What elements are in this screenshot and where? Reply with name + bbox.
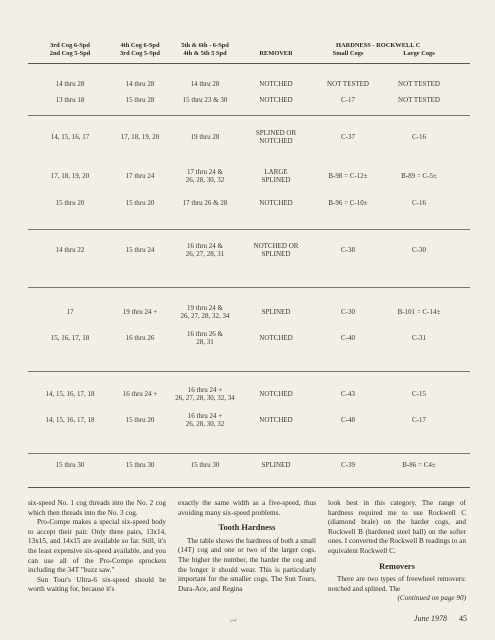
table-cell-r2-col1: 13 thru 18 (55, 96, 85, 104)
table-cell-r5-remover: NOTCHED (259, 199, 293, 207)
table-cell-r4-remover: LARGE SPLINED (261, 168, 291, 184)
article-column-3 (328, 499, 466, 604)
table-cell-r9-remover: NOTCHED (259, 390, 293, 398)
group-rule-3 (28, 287, 470, 288)
table-cell-r1-large-cogs: NOT TESTED (398, 80, 440, 88)
group-rule-5 (28, 453, 470, 454)
table-cell-r5-small-cogs: B-96 = C-10± (328, 199, 368, 207)
col1-paragraph-1: six-speed No. 1 cog threads into the No. 2 cog which then threads into the No. 3 cog. (28, 499, 166, 517)
table-cell-r11-remover: SPLINED (261, 461, 291, 469)
table-cell-r8-col2: 16 thru 26 (125, 334, 155, 342)
table-cell-r4-col1: 17, 18, 19, 20 (50, 172, 90, 180)
continued-note: (Continued on page 90) (397, 594, 466, 603)
table-cell-r2-remover: NOTCHED (259, 96, 293, 104)
group-rule-1 (28, 115, 470, 116)
table-cell-r8-col1: 15, 16, 17, 18 (50, 334, 90, 342)
table-cell-r2-large-cogs: NOT TESTED (398, 96, 440, 104)
table-bottom-rule (28, 487, 470, 488)
table-cell-r5-large-cogs: C-16 (412, 199, 426, 207)
table-cell-r5-col3: 17 thru 26 & 28 (182, 199, 228, 207)
table-cell-r4-col2: 17 thru 24 (125, 172, 155, 180)
table-cell-r9-col3: 16 thru 24 + 26, 27, 28, 30, 32, 34 (175, 386, 235, 402)
table-cell-r7-large-cogs: B-101 = C-14± (397, 308, 441, 316)
table-cell-r8-remover: NOTCHED (259, 334, 293, 342)
table-cell-r11-col3: 15 thru 30 (190, 461, 220, 469)
table-cell-r6-remover: NOTCHED OR SPLINED (253, 242, 299, 258)
page-number: 45 (459, 614, 467, 623)
table-cell-r8-large-cogs: C-31 (412, 334, 426, 342)
col2-paragraph-intro: exactly the same width as a five-speed, thus avoiding many six-speed problems. (178, 499, 316, 517)
header-col3-line1: 5th & 6th - 6-Spd (181, 42, 229, 49)
table-cell-r9-col2: 16 thru 24 + (122, 390, 158, 398)
table-cell-r6-col1: 14 thru 22 (55, 246, 85, 254)
table-cell-r10-col1: 14, 15, 16, 17, 18 (45, 416, 95, 424)
table-cell-r7-col2: 19 thru 24 + (122, 308, 158, 316)
header-rule (28, 63, 470, 64)
col1-paragraph-2: Pro-Compe makes a special six-speed body to accept their pair. Only three pairs, 13x14, 13x15, and 14x15 are available so far. Still, it's the least expensive six-speed available, and you can use all of the Pro-Compe sprockets including the 34T "buzz saw." (28, 518, 166, 575)
article-column-2 (178, 499, 316, 594)
header-large-cogs: Large Cogs (403, 50, 435, 57)
table-cell-r6-col3: 16 thru 24 & 26, 27, 28, 31 (185, 242, 225, 258)
header-small-cogs: Small Cogs (332, 50, 364, 57)
table-cell-r10-small-cogs: C-48 (341, 416, 355, 424)
table-cell-r11-col1: 15 thru 30 (55, 461, 85, 469)
table-cell-r7-col3: 19 thru 24 & 26, 27, 28, 32, 34 (180, 304, 230, 320)
issue-date: June 1978 (413, 614, 447, 623)
table-cell-r3-remover: SPLINED OR NOTCHED (255, 129, 297, 145)
table-cell-r1-col3: 14 thru 28 (190, 80, 220, 88)
removers-heading: Removers (379, 561, 415, 571)
header-hardness-group: HARDNESS - ROCKWELL C (336, 42, 421, 49)
table-cell-r3-small-cogs: C-37 (341, 133, 355, 141)
table-cell-r5-col1: 15 thru 20 (55, 199, 85, 207)
table-cell-r1-col2: 14 thru 28 (125, 80, 155, 88)
table-cell-r9-large-cogs: C-15 (412, 390, 426, 398)
article-column-1 (28, 499, 166, 595)
table-cell-r10-col2: 15 thru 20 (125, 416, 155, 424)
header-remover: REMOVER (259, 50, 293, 57)
header-col3 (168, 42, 242, 58)
table-cell-r7-small-cogs: C-30 (341, 308, 355, 316)
header-col1 (38, 42, 102, 58)
table-cell-r2-small-cogs: C-17 (341, 96, 355, 104)
table-cell-r10-col3: 16 thru 24 + 26, 28, 30, 32 (185, 412, 225, 428)
col3-paragraph-intro: look best in this category. The range of hardness required me to use Rockwell C (diamond brale) on the harder cogs, and Rockwell B (hardened steel ball) on the softer ones. I converted the Rockwell B readings to an equivalent Rockwell C. (328, 499, 466, 555)
table-cell-r2-col2: 15 thru 28 (125, 96, 155, 104)
table-cell-r4-col3: 17 thru 24 & 26, 28, 30, 32 (185, 168, 225, 184)
pen-mark: ~ (228, 613, 240, 630)
table-cell-r1-small-cogs: NOT TESTED (327, 80, 369, 88)
table-cell-r9-small-cogs: C-43 (341, 390, 355, 398)
header-col2-line2: 3rd Cog 5-Spd (120, 50, 160, 57)
header-col3-line2: 4th & 5th 5 Spd (183, 50, 227, 57)
table-cell-r5-col2: 15 thru 20 (125, 199, 155, 207)
group-rule-4 (28, 371, 470, 372)
table-cell-r6-col2: 15 thru 24 (125, 246, 155, 254)
table-cell-r3-large-cogs: C-16 (412, 133, 426, 141)
header-col1-line2: 2nd Cog 5-Spd (49, 50, 91, 57)
col2-paragraph-body: The table shows the hardness of both a small (14T) cog and one or two of the larger cogs. The higher the number, the harder the cog and the longer it should wear. This is particularly important for the smaller cogs. The Sun Tours, Dura-Ace, and Regina (178, 536, 316, 593)
table-cell-r10-remover: NOTCHED (259, 416, 293, 424)
table-cell-r11-col2: 15 thru 30 (125, 461, 155, 469)
table-cell-r6-small-cogs: C-38 (341, 246, 355, 254)
col1-paragraph-3: Sun Tour's Ultra-6 six-speed should be worth waiting for, because it's (28, 575, 166, 594)
table-cell-r8-col3: 16 thru 26 & 28, 31 (187, 330, 223, 346)
table-cell-r3-col3: 19 thru 28 (190, 133, 220, 141)
tooth-hardness-heading: Tooth Hardness (218, 523, 276, 533)
header-col1-line1: 3rd Cog 6-Spd (50, 42, 90, 49)
header-col2 (108, 42, 172, 58)
table-cell-r1-remover: NOTCHED (259, 80, 293, 88)
table-cell-r7-col1: 17 (66, 308, 74, 316)
table-cell-r6-large-cogs: C-30 (412, 246, 426, 254)
header-col2-line1: 4th Cog 6-Spd (120, 42, 160, 49)
table-cell-r2-col3: 15 thru 23 & 30 (182, 96, 228, 104)
table-cell-r11-small-cogs: C-39 (341, 461, 355, 469)
table-cell-r8-small-cogs: C-40 (341, 334, 355, 342)
table-cell-r7-remover: SPLINED (261, 308, 291, 316)
table-cell-r9-col1: 14, 15, 16, 17, 18 (45, 390, 95, 398)
col3-paragraph-body: There are two types of freewheel removers: notched and splined. The (328, 575, 466, 593)
table-cell-r1-col1: 14 thru 28 (55, 80, 85, 88)
table-cell-r10-large-cogs: C-17 (412, 416, 426, 424)
table-cell-r3-col2: 17, 18, 19, 20 (120, 133, 160, 141)
table-cell-r4-small-cogs: B-98 = C-12± (328, 172, 368, 180)
group-rule-2 (28, 229, 470, 230)
table-cell-r3-col1: 14, 15, 16, 17 (50, 133, 90, 141)
table-cell-r11-large-cogs: B-86 = C4± (402, 461, 436, 469)
table-cell-r4-large-cogs: B-89 = C-5± (401, 172, 437, 180)
page-footer (414, 614, 467, 623)
